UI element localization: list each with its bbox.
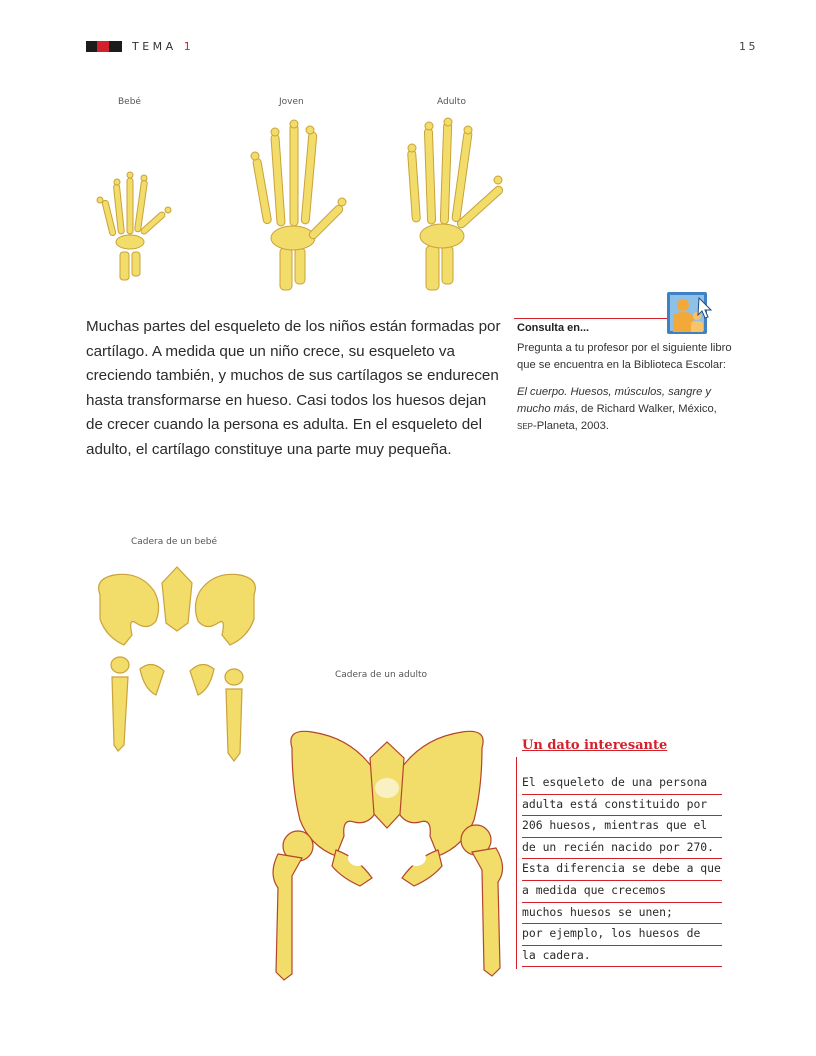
- dato-title: Un dato interesante: [522, 738, 668, 753]
- page-number: 15: [739, 40, 758, 53]
- library-person-icon: [665, 292, 713, 334]
- young-hand-illustration: [238, 120, 348, 290]
- adult-hand-illustration: [400, 120, 510, 290]
- header-tema: [132, 40, 194, 53]
- main-paragraph: Muchas partes del esqueleto de los niños están formadas por cartílago. A medida que un niño crece, su esqueleto va creciendo también, y muchos de sus cartílagos se endurecen hasta transformarse en hueso. Casi todos los huesos dejan de crecer cuando la persona es adulta. En el esqueleto del adulto, el cartílago constituye una parte muy pequeña.: [86, 318, 501, 458]
- tema-number: 1: [183, 40, 195, 53]
- dato-margin-line: [516, 757, 517, 969]
- consulta-date: -Planeta, 2003.: [533, 420, 609, 432]
- dato-line: muchos huesos se unen;: [522, 903, 722, 925]
- consulta-title: Consulta en...: [517, 322, 590, 334]
- header-bar-red: [97, 41, 109, 52]
- adult-hip-label: Cadera de un adulto: [335, 670, 427, 680]
- dato-line: por ejemplo, los huesos de: [522, 924, 722, 946]
- baby-hand-illustration: [80, 160, 180, 280]
- consulta-author: , de Richard Walker, México,: [574, 403, 717, 415]
- dato-line: Esta diferencia se debe a que: [522, 859, 722, 881]
- hand-label-adult: Adulto: [437, 97, 466, 107]
- dato-line: adulta está constituido por: [522, 795, 722, 817]
- header-color-bars: [86, 41, 122, 52]
- consulta-book-title: El cuerpo. Huesos, músculos, sangre y mucho más: [517, 386, 712, 415]
- dato-line: la cadera.: [522, 946, 722, 968]
- dato-line: El esqueleto de una persona: [522, 773, 722, 795]
- dato-line: de un recién nacido por 270.: [522, 838, 722, 860]
- tema-label: TEMA: [132, 40, 177, 53]
- hand-label-baby: Bebé: [118, 97, 141, 107]
- baby-hip-illustration: [92, 565, 262, 765]
- hand-label-young: Joven: [279, 97, 304, 107]
- header-bar-black-2: [109, 41, 122, 52]
- header-bar-black: [86, 41, 97, 52]
- baby-hip-label: Cadera de un bebé: [131, 537, 218, 547]
- consulta-publisher: sep: [517, 420, 534, 432]
- dato-line: 206 huesos, mientras que el: [522, 816, 722, 838]
- adult-hip-illustration: [262, 718, 512, 980]
- dato-line: a medida que crecemos: [522, 881, 722, 903]
- consulta-intro: Pregunta a tu profesor por el siguiente libro que se encuentra en la Biblioteca Escolar:: [517, 342, 732, 371]
- consulta-reference: [517, 384, 732, 435]
- dato-body: [522, 773, 722, 967]
- consulta-divider: [514, 318, 670, 319]
- consulta-body: [517, 340, 732, 435]
